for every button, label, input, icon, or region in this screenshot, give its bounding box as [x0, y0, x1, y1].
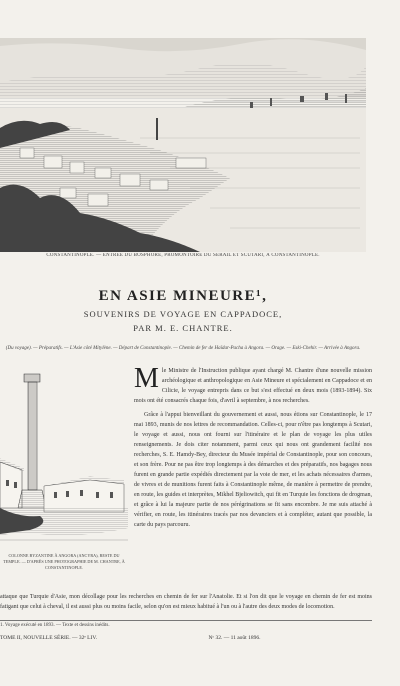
footer-volume: TOME II, NOUVELLE SÉRIE. — 32ᵉ LIV. — [0, 635, 97, 641]
paragraph-2: Grâce à l'appui bienveillant du gouvernement et aussi, nous étions sur Constantinople, le 17 mai 1893, munis de nos lettres de recommandation. Celles-ci, pour n'être pas longtemps à Scutari, le voyage et aussi, nous ont fourni sur l'itinéraire et le plan de voyage les plus utiles renseignements. Je dois citer notamment, parmi ceux qui nous ont grandement facilité nos recherches, S. E. Hamdy-Bey, directeur du Musée impérial de Constantinople, pour son concours, et son frère. Pour ne pas être trop longtemps à des démarches et des préparatifs, nos bagages nous furent en grande partie expédiés directement par la voie de mer, et les achats nécessaires d'armes, de vivres et de munitions furent faits à Constantinople même, de manière à permettre de prendre, en route, les guides et interprètes, Mikhel Bjeliowitch, qui fit en Turquie les fonctions de drogman, et grâce à lui la majeure partie de nos pérégrinations se fit sans encombre. Je me suis attaché à vérifier, en route, les itinéraires tracés par nos devanciers et à compléter, autant que possible, la carte du pays parcouru. — [134, 412, 372, 528]
article-title: EN ASIE MINEURE¹, — [98, 288, 268, 304]
footer-issue: Nᵒ 32. — 11 août 1896. — [208, 635, 261, 641]
constantinople-engraving — [0, 38, 366, 252]
chapter-summary: (Du voyage). — Préparatifs. — L'Asie côté Mitylène. — Départ de Constantinople. — Chemin de fer de Haïdar-Pacha à Angora. — Orage. — Eski-Chehir. — Arrivée à Angora. — [5, 346, 361, 351]
top-figure-caption: CONSTANTINOPLE. — ENTRÉE DU BOSPHORE, PROMONTOIRE DU SÉRAIL ET SCUTARI, À CONSTANTINOPLE. — [46, 253, 320, 258]
paragraph-1: Mle Ministre de l'Instruction publique ayant chargé M. Chantre d'une nouvelle mission archéologique et anthropologique en Asie Mineure et spécialement en Cappadoce et en Cilicie, le voyage entrepris dans ce but s'est effectué en deux mois (1893-1894). Six mois ont été consacrés chaque fois, d'avril à septembre, à nos recherches. — [134, 363, 372, 404]
drop-cap: M — [134, 363, 159, 394]
article-subtitle: SOUVENIRS DE VOYAGE EN CAPPADOCE, — [83, 309, 283, 319]
page-footer — [0, 635, 372, 641]
article-author: PAR M. E. CHANTRE. — [133, 323, 233, 333]
footnote: 1. Voyage exécuté en 1893. — Texte et dessins inédits. — [0, 620, 372, 628]
column-figure-caption: COLONNE BYZANTINE À ANGORA (ANCYRA), RESTE DU TEMPLE. — D'APRÈS UNE PHOTOGRAPHIE DE M. CHANTRE, À CONSTANTINOPLE. — [3, 553, 125, 570]
byzantine-column-engraving — [0, 368, 128, 556]
article-heading — [0, 288, 366, 333]
continuation-text: attaque que Turquie d'Asie, mon décollage pour les recherches en chemin de fer sur l'Anatolie. Et si l'on dit que le voyage en chemin de fer est moins fatigant que celui à cheval, il est aussi plus ou moins facile, selon qu'on est mieux habitué à l'un ou à l'autre des deux modes de locomotion. — [0, 594, 372, 610]
article-body — [134, 363, 372, 534]
